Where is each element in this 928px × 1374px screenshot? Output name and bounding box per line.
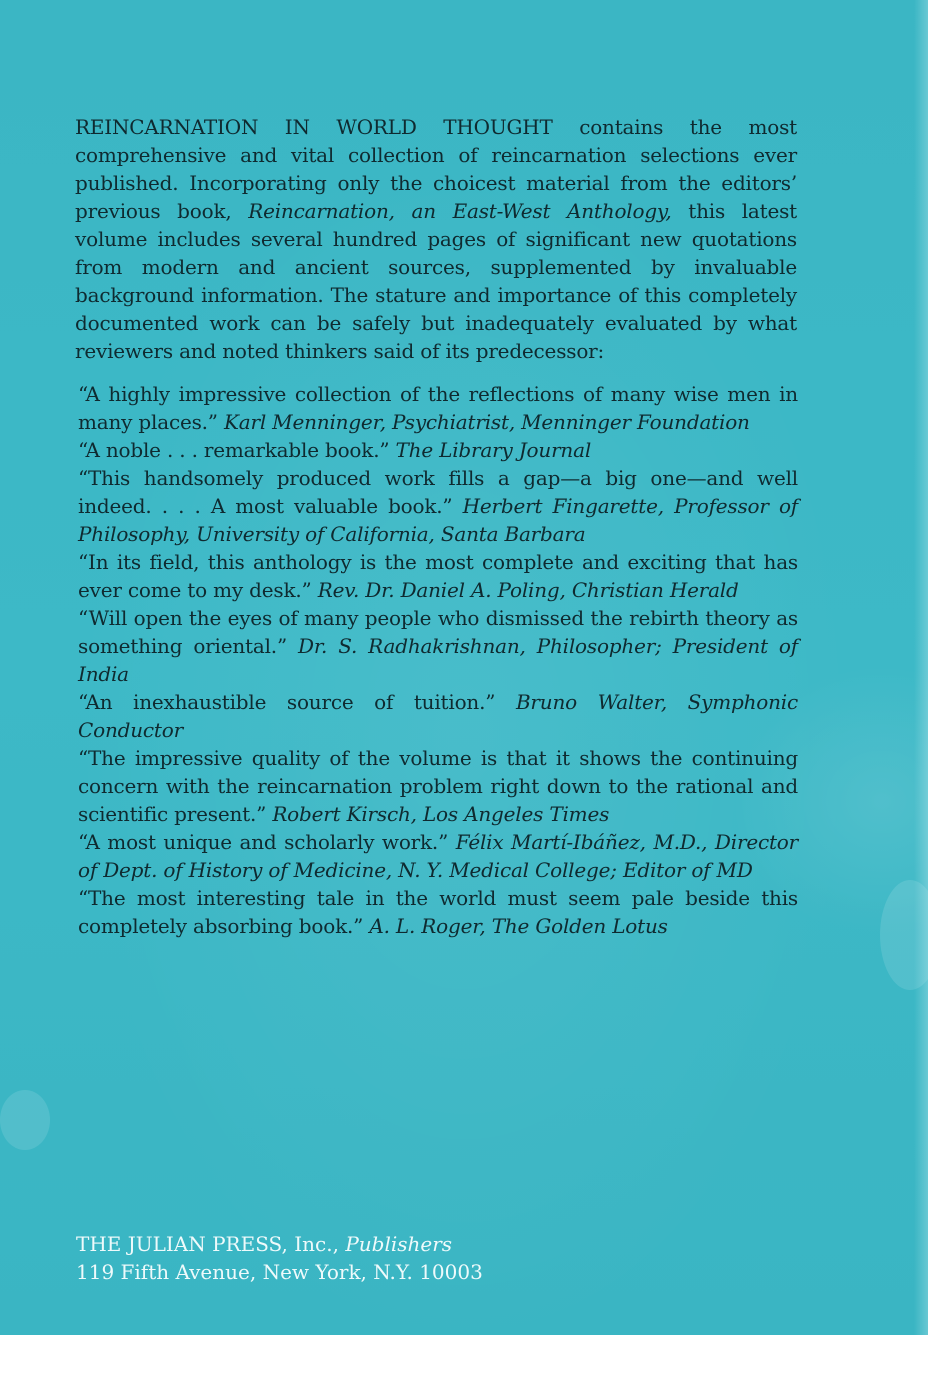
- quote-text: “A most unique and scholarly work.”: [78, 830, 456, 854]
- review-quote: [78, 884, 798, 940]
- quote-attribution: Robert Kirsch, Los Angeles Times: [272, 802, 610, 826]
- review-quote: [78, 828, 798, 884]
- quote-text: “The impressive quality of the volume is that it shows the continuing concern with the reincarnation problem right down to the rational and scientific present.”: [78, 746, 798, 826]
- quote-text: “A highly impressive collection of the reflections of many wise men in many places.”: [78, 382, 798, 434]
- cover-edge-wear: [914, 0, 928, 1335]
- review-quote: [78, 744, 798, 828]
- book-title-lead: REINCARNATION IN WORLD THOUGHT: [75, 115, 553, 139]
- quote-text: “Will open the eyes of many people who dismissed the rebirth theory as something oriental.”: [78, 606, 798, 658]
- quote-text: “An inexhaustible source of tuition.”: [78, 690, 516, 714]
- quote-text: “In its field, this anthology is the most complete and exciting that has ever come to my desk.”: [78, 550, 798, 602]
- quote-attribution: Dr. S. Radhakrishnan, Philosopher; President of India: [78, 634, 798, 686]
- intro-text-part1: contains the most comprehensive and vital collection of reincarnation selections ever published. Incorporating only the choicest material from the editors’ previous book,: [75, 115, 797, 223]
- review-quote: [78, 464, 798, 548]
- review-quote: [78, 604, 798, 688]
- quote-attribution: A. L. Roger, The Golden Lotus: [369, 914, 668, 938]
- quote-attribution: The Library Journal: [395, 438, 592, 462]
- quote-text: “The most interesting tale in the world must seem pale beside this completely absorbing book.”: [78, 886, 798, 938]
- review-quote: [78, 548, 798, 604]
- quote-text: “This handsomely produced work fills a gap—a big one—and well indeed. . . . A most valuable book.”: [78, 466, 798, 518]
- review-quote: [78, 688, 798, 744]
- quote-text: “A noble . . . remarkable book.”: [78, 438, 396, 462]
- blurb-intro: [75, 113, 797, 365]
- review-quote: [78, 436, 798, 464]
- review-quotes: [78, 380, 798, 940]
- publisher-address: 119 Fifth Avenue, New York, N.Y. 10003: [76, 1260, 483, 1284]
- quote-attribution: Rev. Dr. Daniel A. Poling, Christian Herald: [317, 578, 739, 602]
- publisher-imprint: [76, 1230, 483, 1286]
- publisher-role: Publishers: [345, 1232, 453, 1256]
- quote-attribution: Karl Menninger, Psychiatrist, Menninger Foundation: [224, 410, 750, 434]
- quote-attribution: Herbert Fingarette, Professor of Philosophy, University of California, Santa Barbara: [78, 494, 798, 546]
- review-quote: [78, 380, 798, 436]
- wear-spot: [0, 1090, 50, 1150]
- quote-attribution: Félix Martí-Ibáñez, M.D., Director of Dept. of History of Medicine, N. Y. Medical College; Editor of MD: [78, 830, 798, 882]
- intro-text-part2: this latest volume includes several hundred pages of significant new quotations from modern and ancient sources, supplemented by invaluable background information. The stature and importance of this completely documented work can be safely but inadequately evaluated by what reviewers and noted thinkers said of its predecessor:: [75, 199, 797, 363]
- previous-book-title: Reincarnation, an East-West Anthology,: [248, 199, 672, 223]
- publisher-name: THE JULIAN PRESS, Inc.,: [76, 1232, 346, 1256]
- publisher-name-line: [76, 1230, 483, 1258]
- quote-attribution: Bruno Walter, Symphonic Conductor: [78, 690, 799, 742]
